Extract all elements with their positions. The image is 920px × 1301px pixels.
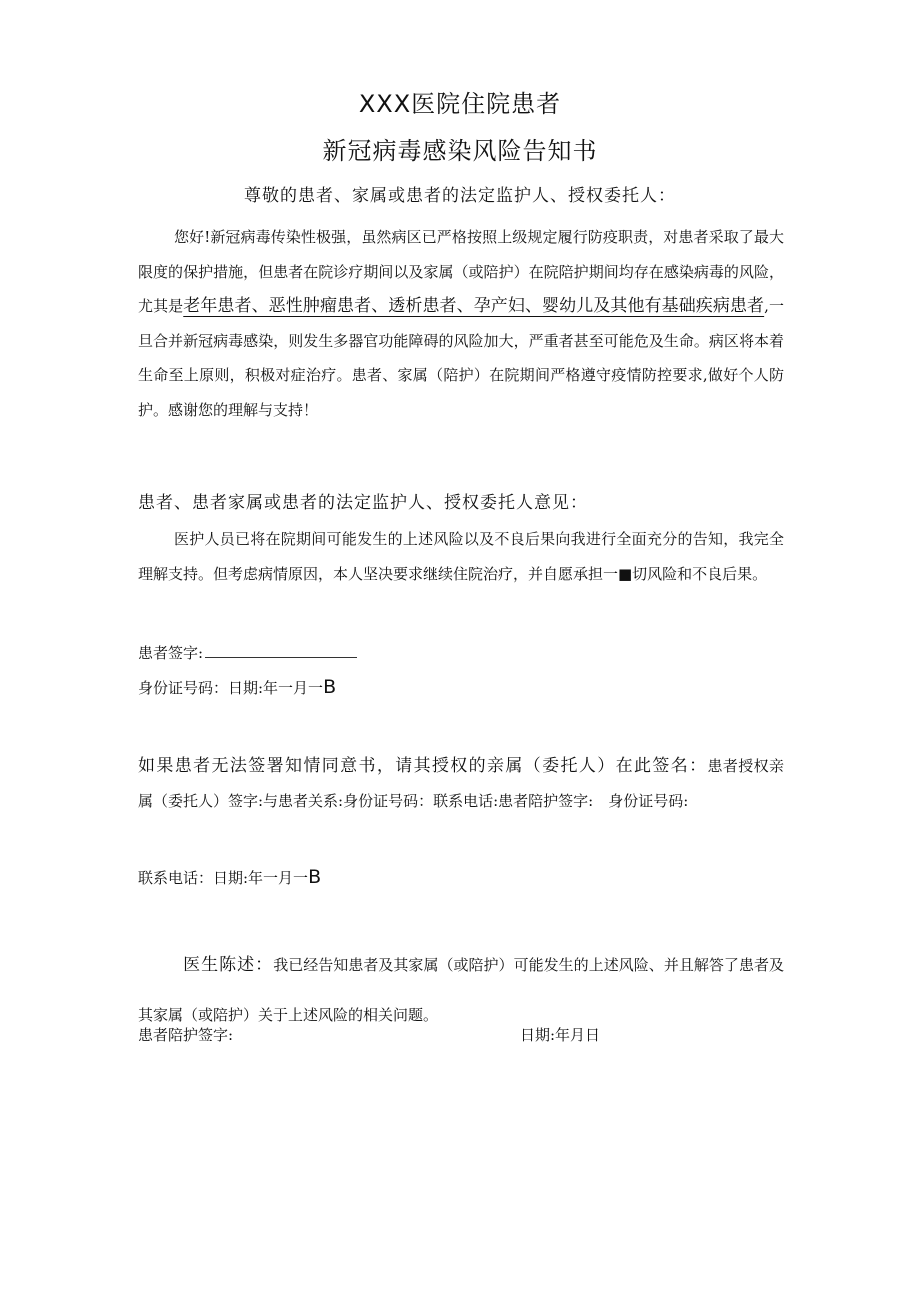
high-risk-groups-highlight: 老年患者、恶性肿瘤患者、透析患者、孕产妇、婴幼儿及其他有基础疾病患者: [183, 296, 765, 316]
proxy-paragraph: [138, 749, 784, 818]
contact-date-suffix: B: [308, 866, 322, 888]
doctor-heading: 医生陈述：: [183, 955, 274, 975]
final-date: 日期:年月日: [520, 1026, 601, 1044]
proxy-fields-text: 患者授权亲属（委托人）签字:与患者关系:身份证号码：联系电话:患者陪护签字: 身份证号码:: [138, 757, 784, 810]
doctor-indent: [138, 956, 183, 974]
opinion-heading: 患者、患者家属或患者的法定监护人、授权委托人意见：: [138, 493, 588, 513]
notice-text-part1: 您好!新冠病毒传染性极强，虽然病区已严格按照上级规定履行防疫职责，对患者采取了最大限度的保护措施，但患者在院诊疗期间以及家属（或陪护）在院陪护期间均存在感染病毒的风险，尤其是: [138, 228, 784, 315]
doctor-statement-text: 我已经告知患者及其家属（或陪护）可能发生的上述风险、并且解答了患者及其家属（或陪护）关于上述风险的相关问题。: [138, 956, 784, 1024]
id-date-suffix: B: [323, 676, 337, 698]
document-title-line2: 新冠病毒感染风险告知书: [322, 137, 598, 165]
id-date-row: [138, 676, 798, 698]
patient-signature-label: 患者签字:: [138, 644, 204, 662]
patient-signature-line[interactable]: [205, 643, 357, 658]
document-title-line1: XXX医院住院患者: [358, 90, 562, 118]
contact-date-text: 联系电话：日期:年一月一: [138, 869, 309, 887]
salutation: 尊敬的患者、家属或患者的法定监护人、授权委托人：: [244, 186, 676, 206]
proxy-heading: 如果患者无法签署知情同意书，请其授权的亲属（委托人）在此签名：: [138, 756, 708, 776]
patient-signature-row: [138, 642, 798, 663]
escort-signature-label: 患者陪护签字:: [138, 1026, 234, 1044]
opinion-paragraph: 医护人员已将在院期间可能发生的上述风险以及不良后果向我进行全面充分的告知，我完全理解支持。但考虑病情原因，本人坚决要求继续住院治疗，并自愿承担一■切风险和不良后果。: [138, 530, 784, 583]
notice-text-part2: ,一旦合并新冠病毒感染，则发生多器官功能障碍的风险加大，严重者甚至可能危及生命。病区将本着生命至上原则，积极对症治疗。患者、家属（陪护）在院期间严格遵守疫情防控要求,做好个人防护。感谢您的理解与支持！: [138, 297, 784, 419]
contact-date-row: [138, 866, 798, 888]
id-date-text: 身份证号码：日期:年一月一: [138, 679, 324, 697]
notice-paragraph: [138, 220, 784, 427]
